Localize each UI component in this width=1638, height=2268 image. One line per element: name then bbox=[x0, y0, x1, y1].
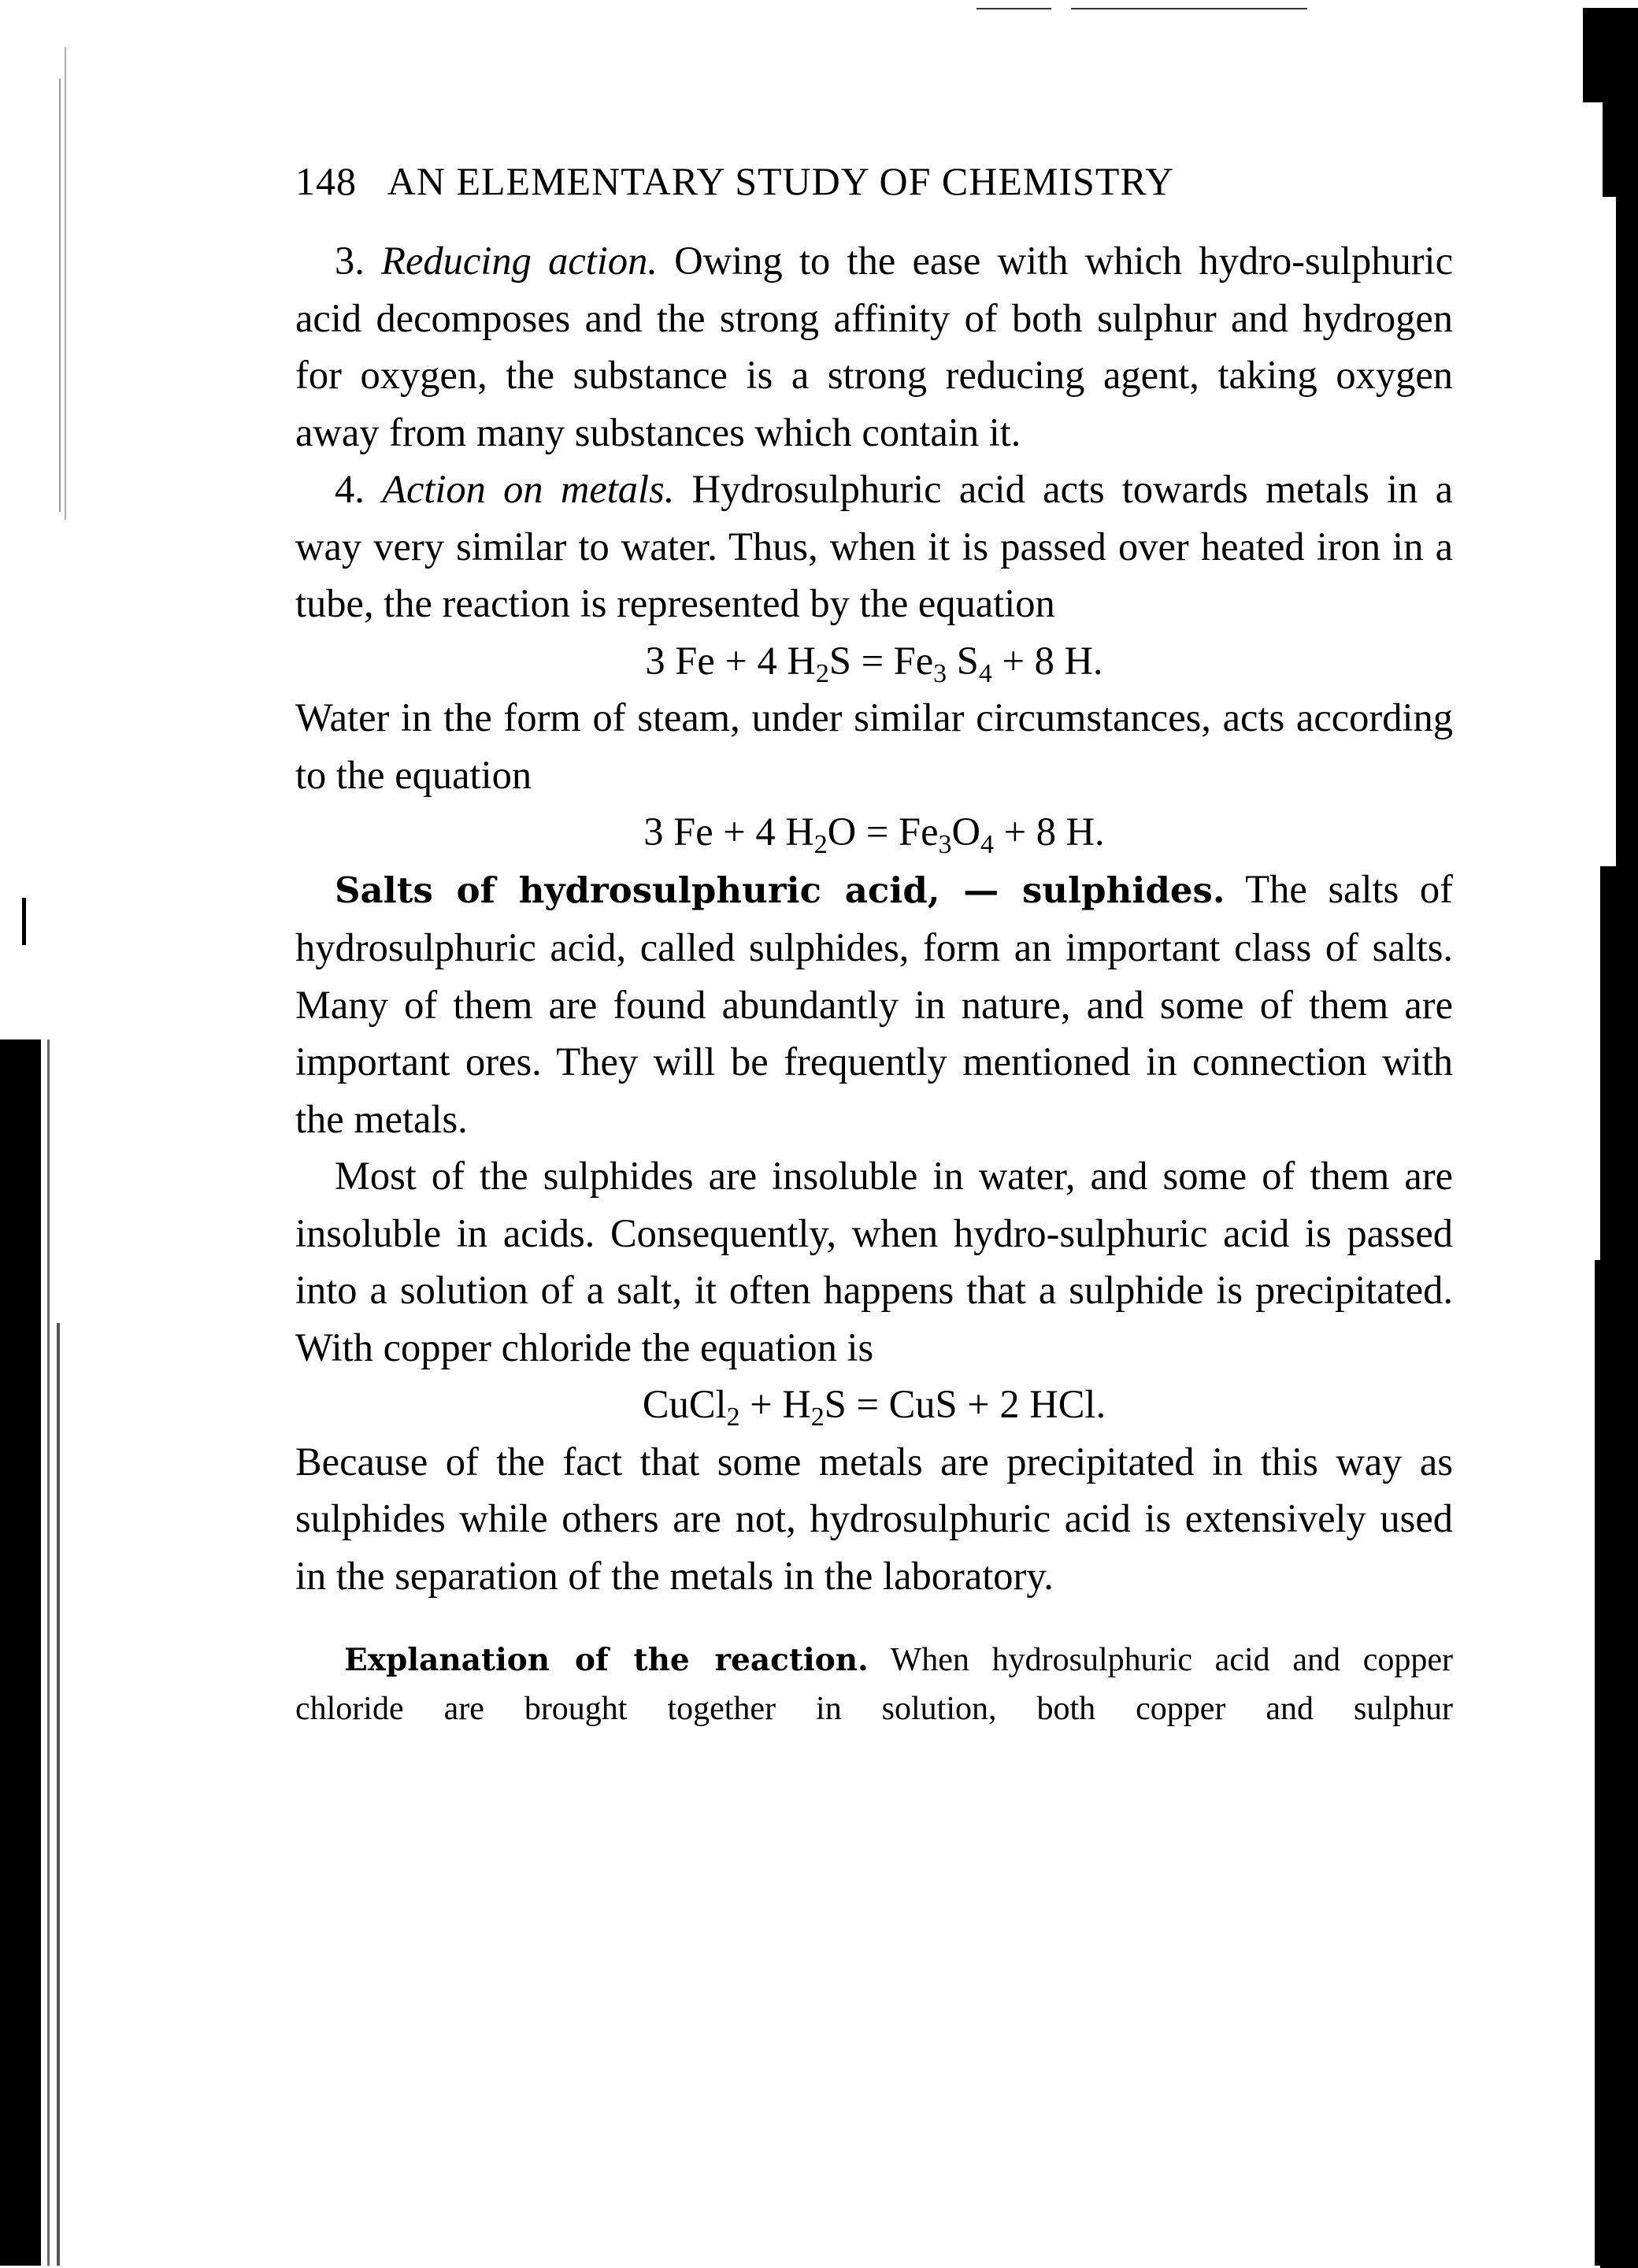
scan-edge-right-lower bbox=[1595, 1260, 1638, 2266]
coefficient: 3 bbox=[643, 810, 664, 854]
symbol: Fe bbox=[673, 810, 713, 854]
page-number: 148 bbox=[295, 159, 357, 203]
plus-sign: + bbox=[1002, 638, 1025, 683]
paragraph-body: When hydrosulphuric acid and copper chloride are brought together in solution, both copper and sulphur bbox=[295, 1642, 1453, 1727]
paragraph-water-steam bbox=[295, 689, 1453, 803]
plus-sign: + bbox=[967, 1382, 990, 1426]
equation-iron-hydrogen-sulphide bbox=[295, 632, 1453, 690]
scan-edge-left-stripe-3 bbox=[59, 79, 61, 512]
section-heading-action-on-metals: Action on metals. bbox=[382, 467, 675, 511]
paragraph-insoluble bbox=[295, 1147, 1453, 1376]
formula bbox=[893, 638, 992, 688]
paragraph-reducing-action bbox=[295, 232, 1453, 461]
coefficient: 8 bbox=[1036, 810, 1056, 854]
symbol: H bbox=[785, 810, 814, 854]
scan-edge-left-stripe-4 bbox=[65, 47, 66, 520]
scan-edge-right-upper bbox=[1603, 94, 1638, 197]
scan-rule-top-right bbox=[1071, 8, 1307, 9]
symbol: O bbox=[827, 810, 857, 854]
symbol: S bbox=[824, 1382, 847, 1426]
symbol: Fe bbox=[675, 638, 715, 683]
scan-edge-left-stripe-1 bbox=[47, 1040, 50, 2266]
book-page bbox=[295, 154, 1453, 1733]
subscript: 2 bbox=[813, 830, 828, 859]
paragraph-body: Because of the fact that some metals are precipitated in this way as sulphides while others are not, hydrosulphuric acid is extensively used in the separation of the metals in the laboratory. bbox=[295, 1439, 1453, 1598]
subscript: 4 bbox=[980, 830, 994, 859]
coefficient: 2 bbox=[999, 1382, 1020, 1426]
scan-edge-right-top bbox=[1583, 8, 1638, 102]
formula bbox=[787, 638, 851, 688]
symbol: O bbox=[951, 810, 980, 854]
paragraph-body: Most of the sulphides are insoluble in water, and some of them are insoluble in acids. Consequently, when hydro-sulphuric acid is passed into a solution of a salt, it often happens that a sulphide is precipitated. With copper chloride the equation is bbox=[295, 1154, 1453, 1369]
scan-edge-left-band bbox=[0, 1040, 41, 2266]
section-heading-sulphides: Salts of hydrosulphuric acid, — sulphides. bbox=[335, 869, 1225, 911]
scan-edge-left-stripe-2 bbox=[57, 1323, 60, 2266]
paragraph-action-on-metals bbox=[295, 461, 1453, 632]
equals-sign: = bbox=[865, 810, 889, 854]
running-head bbox=[295, 154, 1453, 209]
formula bbox=[898, 810, 994, 859]
scan-edge-left-mark bbox=[22, 898, 26, 945]
book-title: AN ELEMENTARY STUDY OF CHEMISTRY bbox=[387, 159, 1175, 203]
subscript: 2 bbox=[815, 658, 829, 688]
symbol: H. bbox=[1064, 638, 1103, 683]
paragraph-sulphides bbox=[295, 861, 1453, 1148]
equation-iron-water bbox=[295, 803, 1453, 861]
subscript: 3 bbox=[933, 658, 947, 688]
formula bbox=[782, 1382, 847, 1432]
section-heading-explanation: Explanation of the reaction. bbox=[344, 1642, 869, 1678]
coefficient: 8 bbox=[1034, 638, 1054, 683]
symbol: CuCl bbox=[642, 1382, 727, 1426]
paragraph-separation bbox=[295, 1433, 1453, 1605]
subscript: 3 bbox=[938, 830, 952, 859]
symbol: H bbox=[787, 638, 816, 683]
paragraph-body: Hydrosulphuric acid acts towards metals in a way very similar to water. Thus, when it is passed over heated iron in a tube, the reaction is represented by the equation bbox=[295, 467, 1453, 625]
subscript: 2 bbox=[726, 1403, 740, 1432]
paragraph-explanation bbox=[295, 1636, 1453, 1733]
symbol: S bbox=[828, 638, 851, 683]
symbol: Fe bbox=[893, 638, 934, 683]
paragraph-body: Owing to the ease with which hydro-sulphuric acid decomposes and the strong affinity of both sulphur and hydrogen for oxygen, the substance is a strong reducing agent, taking oxygen away from many substances which contain it. bbox=[295, 239, 1453, 454]
scan-rule-top-left bbox=[976, 8, 1051, 9]
coefficient: 4 bbox=[757, 638, 777, 683]
symbol: HCl. bbox=[1029, 1382, 1106, 1426]
formula bbox=[785, 810, 857, 859]
equals-sign: = bbox=[856, 1382, 879, 1426]
equation-copper-chloride bbox=[295, 1376, 1453, 1433]
paragraph-body: The salts of hydrosulphuric acid, called sulphides, form an important class of salts. Many of them are found abundantly in nature, and some of them are important ores. They will be frequently mentioned in connection with the metals. bbox=[295, 866, 1453, 1141]
subscript: 4 bbox=[978, 658, 992, 688]
coefficient: 3 bbox=[645, 638, 665, 683]
symbol: H. bbox=[1065, 810, 1105, 854]
plus-sign: + bbox=[750, 1382, 773, 1426]
subscript: 2 bbox=[810, 1403, 825, 1432]
paragraph-body: Water in the form of steam, under similar circumstances, acts according to the equation bbox=[295, 695, 1453, 797]
symbol: Fe bbox=[898, 810, 939, 854]
plus-sign: + bbox=[723, 810, 746, 854]
equals-sign: = bbox=[861, 638, 884, 683]
plus-sign: + bbox=[724, 638, 747, 683]
section-heading-reducing-action: Reducing action. bbox=[381, 239, 658, 283]
formula bbox=[642, 1382, 740, 1432]
section-number: 4. bbox=[335, 467, 365, 511]
symbol: S bbox=[956, 638, 979, 683]
symbol: CuS bbox=[888, 1382, 958, 1426]
plus-sign: + bbox=[1003, 810, 1027, 854]
coefficient: 4 bbox=[755, 810, 776, 854]
section-number: 3. bbox=[335, 239, 365, 283]
symbol: H bbox=[782, 1382, 811, 1426]
